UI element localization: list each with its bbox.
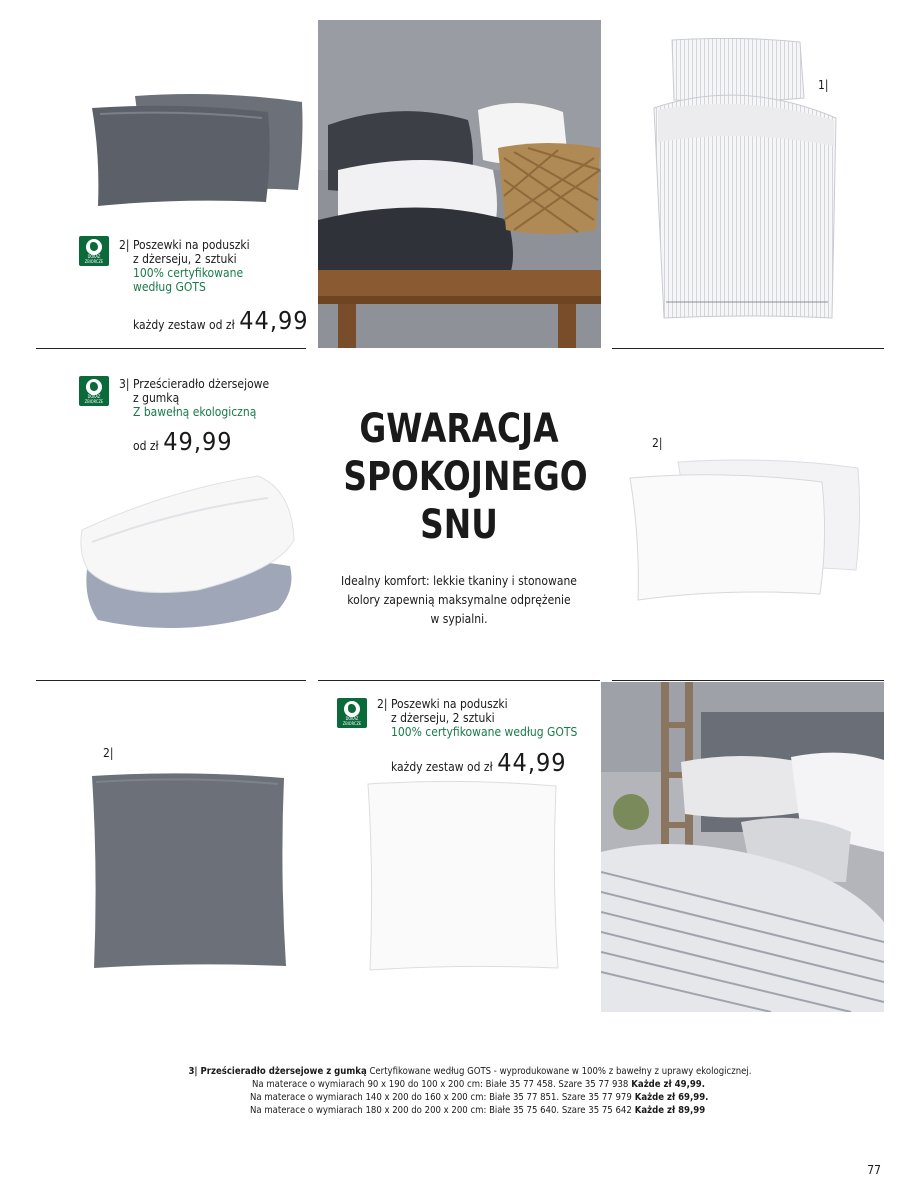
globe-icon	[86, 379, 102, 395]
gots-badge: DOKAZ ZBIORCZE	[79, 376, 109, 406]
price-fitted-sheet: od zł 49,99	[133, 427, 233, 456]
product-subtitle: z dżerseju, 2 sztuki	[391, 711, 495, 725]
divider-top-left	[36, 348, 306, 349]
divider-mid-left	[36, 680, 306, 681]
price-pillowcases-grey: każdy zestaw od zł 44,99	[133, 306, 309, 335]
product-certification: 100% certyfikowane	[133, 266, 244, 280]
price-value: 44,99	[239, 306, 309, 335]
white-pillows-image	[624, 458, 864, 608]
product-fitted-sheet	[119, 377, 269, 419]
gots-badge: DOKAZ ZBIORCZE	[79, 236, 109, 266]
product-certification: 100% certyfikowane według GOTS	[391, 725, 578, 739]
divider-top-right	[612, 348, 884, 349]
price-pillowcases-white: każdy zestaw od zł 44,99	[391, 748, 567, 777]
product-pillowcases-grey	[119, 238, 250, 294]
price-value: 44,99	[497, 748, 567, 777]
image-label-duvet: 1|	[818, 78, 829, 92]
white-square-pillow-image	[362, 780, 562, 972]
fitted-sheet-stack-image	[78, 470, 303, 640]
product-title: 2| Poszewki na poduszki	[377, 697, 508, 711]
footnote-lead: 3| Prześcieradło dżersejowe z gumką Certyfikowane według GOTS - wyprodukowane w 100% z bawełny z uprawy ekologicznej.	[188, 1066, 752, 1077]
footnote-row: Na materace o wymiarach 180 x 200 do 200 x 200 cm: Białe 35 75 640. Szare 35 75 642 Każde zł 89,99	[250, 1105, 706, 1116]
page-number: 77	[867, 1163, 881, 1177]
gots-badge: DOKAZ ZBIORCZE	[337, 698, 367, 728]
product-certification: według GOTS	[133, 280, 206, 294]
grey-pillowcases-image	[80, 90, 310, 210]
product-title: 3| Prześcieradło dżersejowe	[119, 377, 270, 391]
product-title: 2| Poszewki na poduszki	[119, 238, 250, 252]
divider-bottom-center	[318, 680, 600, 681]
divider-mid-right	[612, 680, 884, 681]
page-headline: GWARACJA SPOKOJNEGO SNU	[343, 406, 588, 548]
footnote-row: Na materace o wymiarach 90 x 190 do 100 x 200 cm: Białe 35 77 458. Szare 35 77 938 Każde zł 49,99.	[252, 1079, 705, 1090]
footnote	[150, 1065, 790, 1117]
striped-duvet-image	[652, 38, 842, 322]
product-subtitle: z dżerseju, 2 sztuki	[133, 252, 237, 266]
grey-square-pillow-image	[88, 772, 288, 970]
bedside-basket-photo	[318, 20, 601, 348]
price-value: 49,99	[163, 427, 233, 456]
bedroom-photo	[601, 682, 884, 1012]
intro-text: Idealny komfort: lekkie tkaniny i stonowane kolory zapewnią maksymalne odprężenie w sypialni.	[341, 574, 577, 626]
image-label-white-pillows: 2|	[652, 436, 663, 450]
globe-icon	[344, 701, 360, 717]
image-label-grey-pillow: 2|	[103, 746, 114, 760]
product-pillowcases-white	[377, 697, 577, 739]
globe-icon	[86, 239, 102, 255]
product-certification: Z bawełną ekologiczną	[133, 405, 257, 419]
footnote-row: Na materace o wymiarach 140 x 200 do 160 x 200 cm: Białe 35 77 851. Szare 35 77 979 Każde zł 69,99.	[250, 1092, 709, 1103]
product-subtitle: z gumką	[133, 391, 180, 405]
